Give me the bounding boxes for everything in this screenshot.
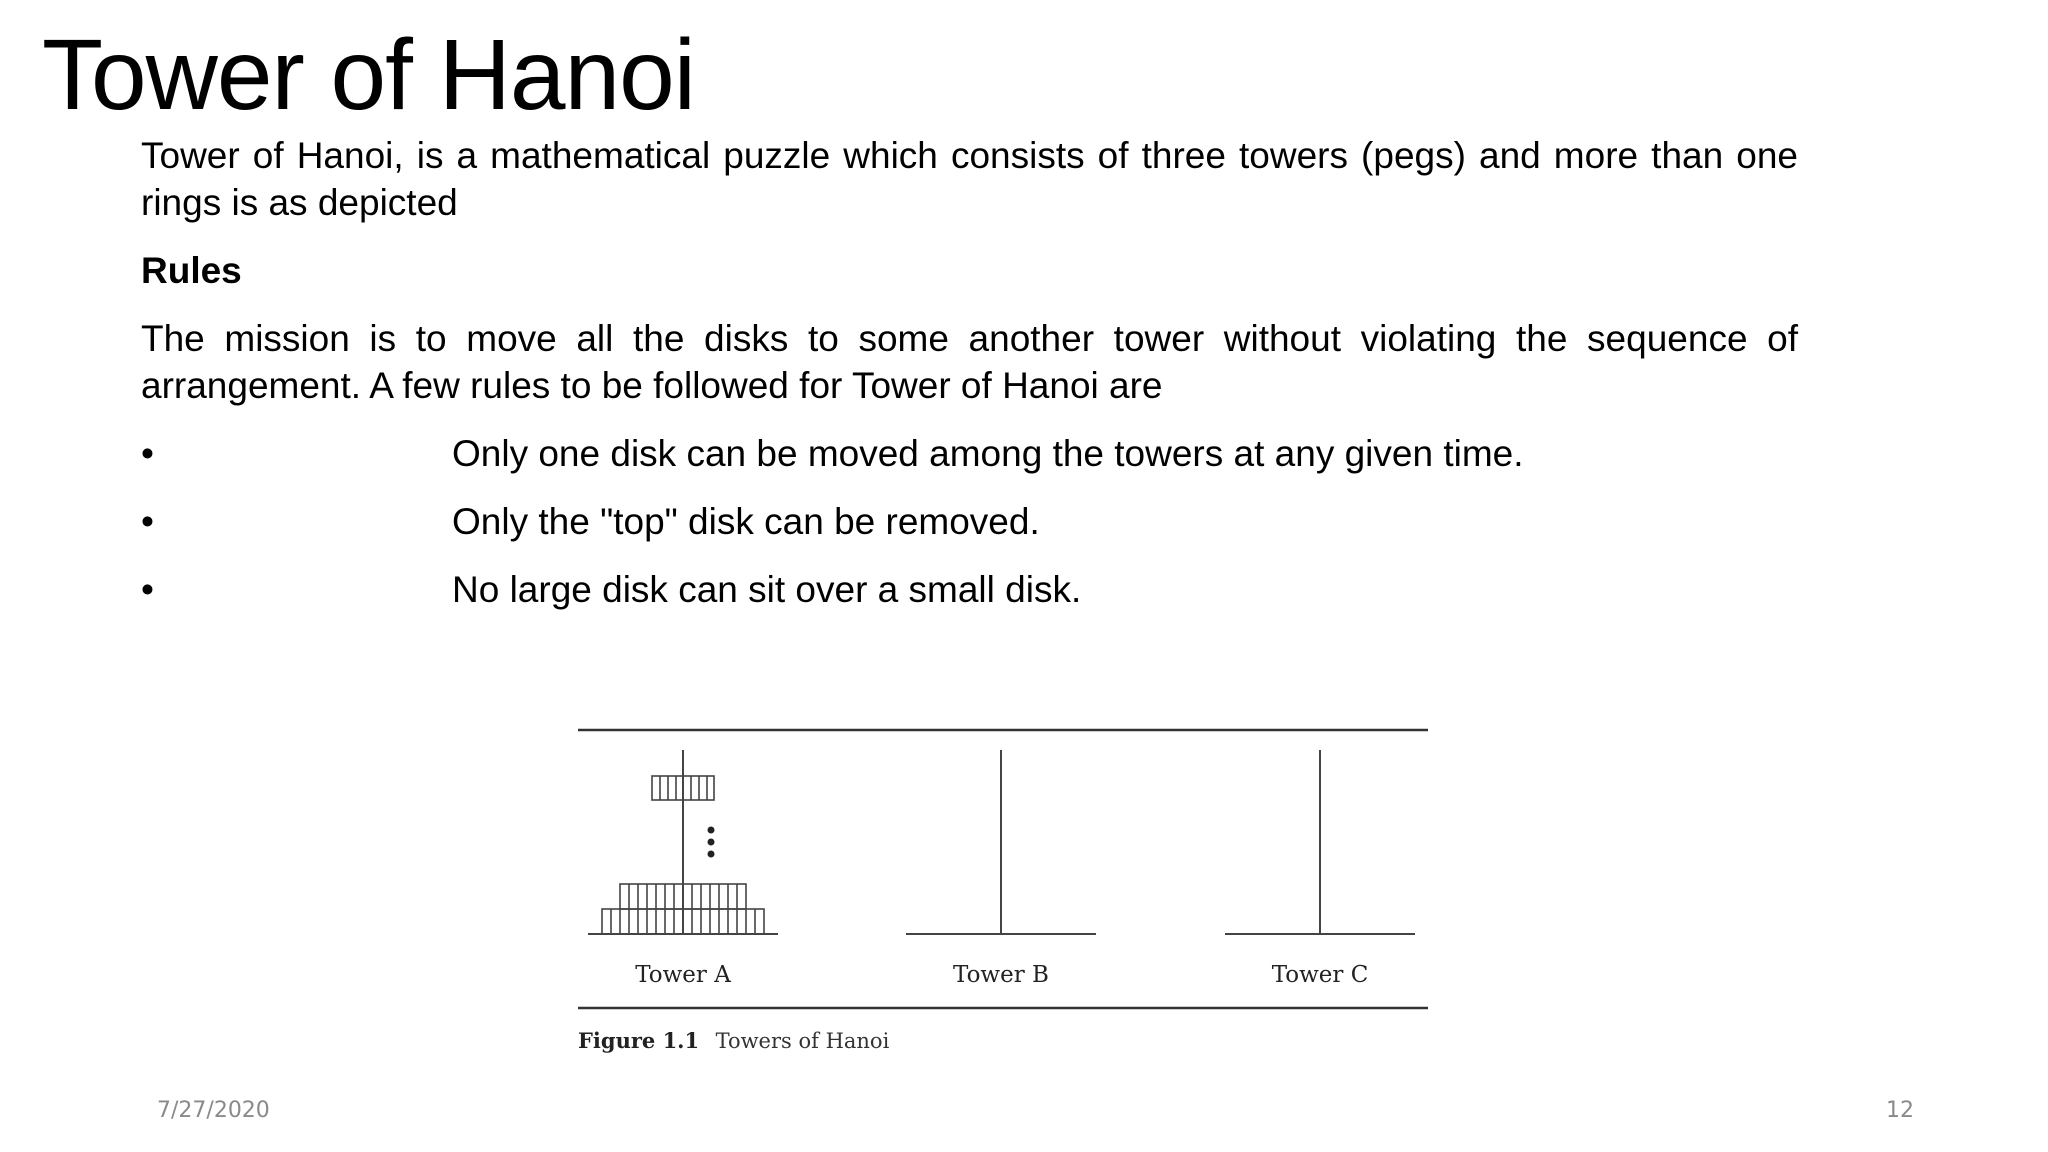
tower-a-label: Tower A — [635, 962, 731, 988]
tower-a-illustration — [588, 750, 778, 934]
rule-text: Only the "top" disk can be removed. — [452, 501, 1040, 542]
bullet-icon: • — [141, 433, 154, 474]
towers-of-hanoi-figure — [570, 712, 1440, 1068]
footer-date: 7/27/2020 — [157, 1098, 270, 1123]
rule-text: Only one disk can be moved among the towers at any given time. — [452, 433, 1524, 474]
rules-list — [141, 430, 1798, 613]
tower-b-label: Tower B — [953, 962, 1049, 988]
tower-c-illustration — [1225, 750, 1415, 934]
bullet-icon: • — [141, 501, 154, 542]
tower-c-label: Tower C — [1271, 962, 1369, 988]
slide-title: Tower of Hanoi — [42, 19, 695, 131]
rule-item — [141, 498, 1798, 545]
intro-paragraph: Tower of Hanoi, is a mathematical puzzle which consists of three towers (pegs) and more than one rings is as depicted — [141, 135, 1798, 223]
bullet-icon: • — [141, 569, 154, 610]
rules-heading: Rules — [141, 250, 242, 291]
footer-page-number: 12 — [1886, 1098, 1914, 1123]
ellipsis-icon — [708, 827, 715, 858]
rule-text: No large disk can sit over a small disk. — [452, 569, 1082, 610]
figure-caption — [578, 1028, 890, 1053]
rule-item — [141, 566, 1798, 613]
figure-caption-text: Towers of Hanoi — [715, 1029, 890, 1053]
figure-caption-label: Figure 1.1 — [578, 1028, 700, 1053]
towers-diagram — [570, 712, 1440, 1068]
rule-item — [141, 430, 1798, 477]
mission-paragraph: The mission is to move all the disks to some another tower without violating the sequence of arrangement. A few rules to be followed for Tower of Hanoi are — [141, 318, 1798, 406]
slide-body — [141, 132, 1798, 634]
tower-b-illustration — [906, 750, 1096, 934]
